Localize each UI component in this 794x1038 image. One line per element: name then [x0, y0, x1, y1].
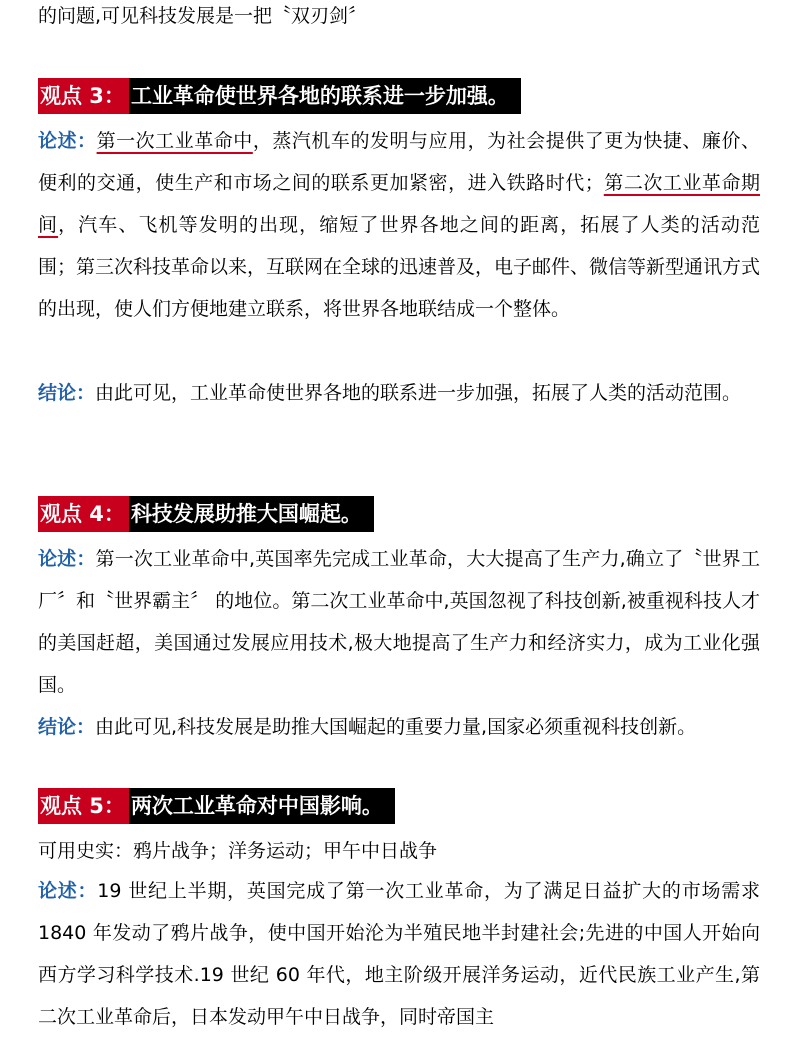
viewpoint-3-heading	[38, 78, 521, 114]
viewpoint-4-argument	[38, 538, 760, 706]
conclusion-label: 结论：	[38, 382, 96, 404]
viewpoint-5-facts: 可用史实：鸦片战争；洋务运动；甲午中日战争	[38, 840, 438, 862]
argument-text: 第一次工业革命中,英国率先完成工业革命，大大提高了生产力,确立了〝世界工厂〞和〝世界霸主〞 的地位。第二次工业革命中,英国忽视了科技创新,被重视科技人才的美国赶超，美国通过发展应用技术,极大地提高了生产力和经济实力，成为工业化强国。	[38, 548, 760, 696]
argument-label: 论述：	[38, 548, 96, 570]
viewpoint-3-title: 工业革命使世界各地的联系进一步加强。	[129, 78, 521, 114]
viewpoint-5-tag: 观点 5：	[38, 788, 129, 824]
conclusion-text: 由此可见，工业革命使世界各地的联系进一步加强，拓展了人类的活动范围。	[95, 382, 742, 404]
argument-label: 论述：	[38, 130, 97, 152]
viewpoint-5-heading	[38, 788, 395, 824]
conclusion-text: 由此可见,科技发展是助推大国崛起的重要力量,国家必须重视科技创新。	[95, 716, 697, 738]
viewpoint-4-conclusion	[38, 706, 760, 748]
underlined-phrase: 第一次工业革命中	[96, 130, 253, 152]
argument-label: 论述：	[38, 880, 98, 902]
argument-text: 19 世纪上半期，英国完成了第一次工业革命，为了满足日益扩大的市场需求 1840 年发动了鸦片战争，使中国开始沦为半殖民地半封建社会;先进的中国人开始向西方学习科学技术.19 世纪 60 年代，地主阶级开展洋务运动，近代民族工业产生,第二次工业革命后，日本发动甲午中日战争，同时帝国主	[38, 880, 760, 1028]
viewpoint-4-tag: 观点 4：	[38, 496, 129, 532]
underlined-phrase: 第二次工业革命期间	[38, 172, 760, 236]
viewpoint-3-tag: 观点 3：	[38, 78, 129, 114]
viewpoint-4-title: 科技发展助推大国崛起。	[129, 496, 374, 532]
argument-text: ，蒸汽机车的发明与应用，为社会提供了更为快捷、廉价、便利的交通，使生产和市场之间的联系更加紧密，进入铁路时代；	[38, 130, 760, 194]
viewpoint-5-title: 两次工业革命对中国影响。	[129, 788, 395, 824]
viewpoint-4-heading	[38, 496, 374, 532]
viewpoint-5-argument	[38, 870, 760, 1038]
intro-tail-text: 的问题,可见科技发展是一把〝双刃剑〞	[38, 5, 368, 27]
viewpoint-3-conclusion	[38, 372, 760, 414]
argument-text: ，汽车、飞机等发明的出现，缩短了世界各地之间的距离，拓展了人类的活动范围；第三次科技革命以来，互联网在全球的迅速普及，电子邮件、微信等新型通讯方式的出现，使人们方便地建立联系，将世界各地联结成一个整体。	[38, 214, 761, 320]
conclusion-label: 结论：	[38, 716, 96, 738]
viewpoint-3-argument	[38, 120, 760, 330]
